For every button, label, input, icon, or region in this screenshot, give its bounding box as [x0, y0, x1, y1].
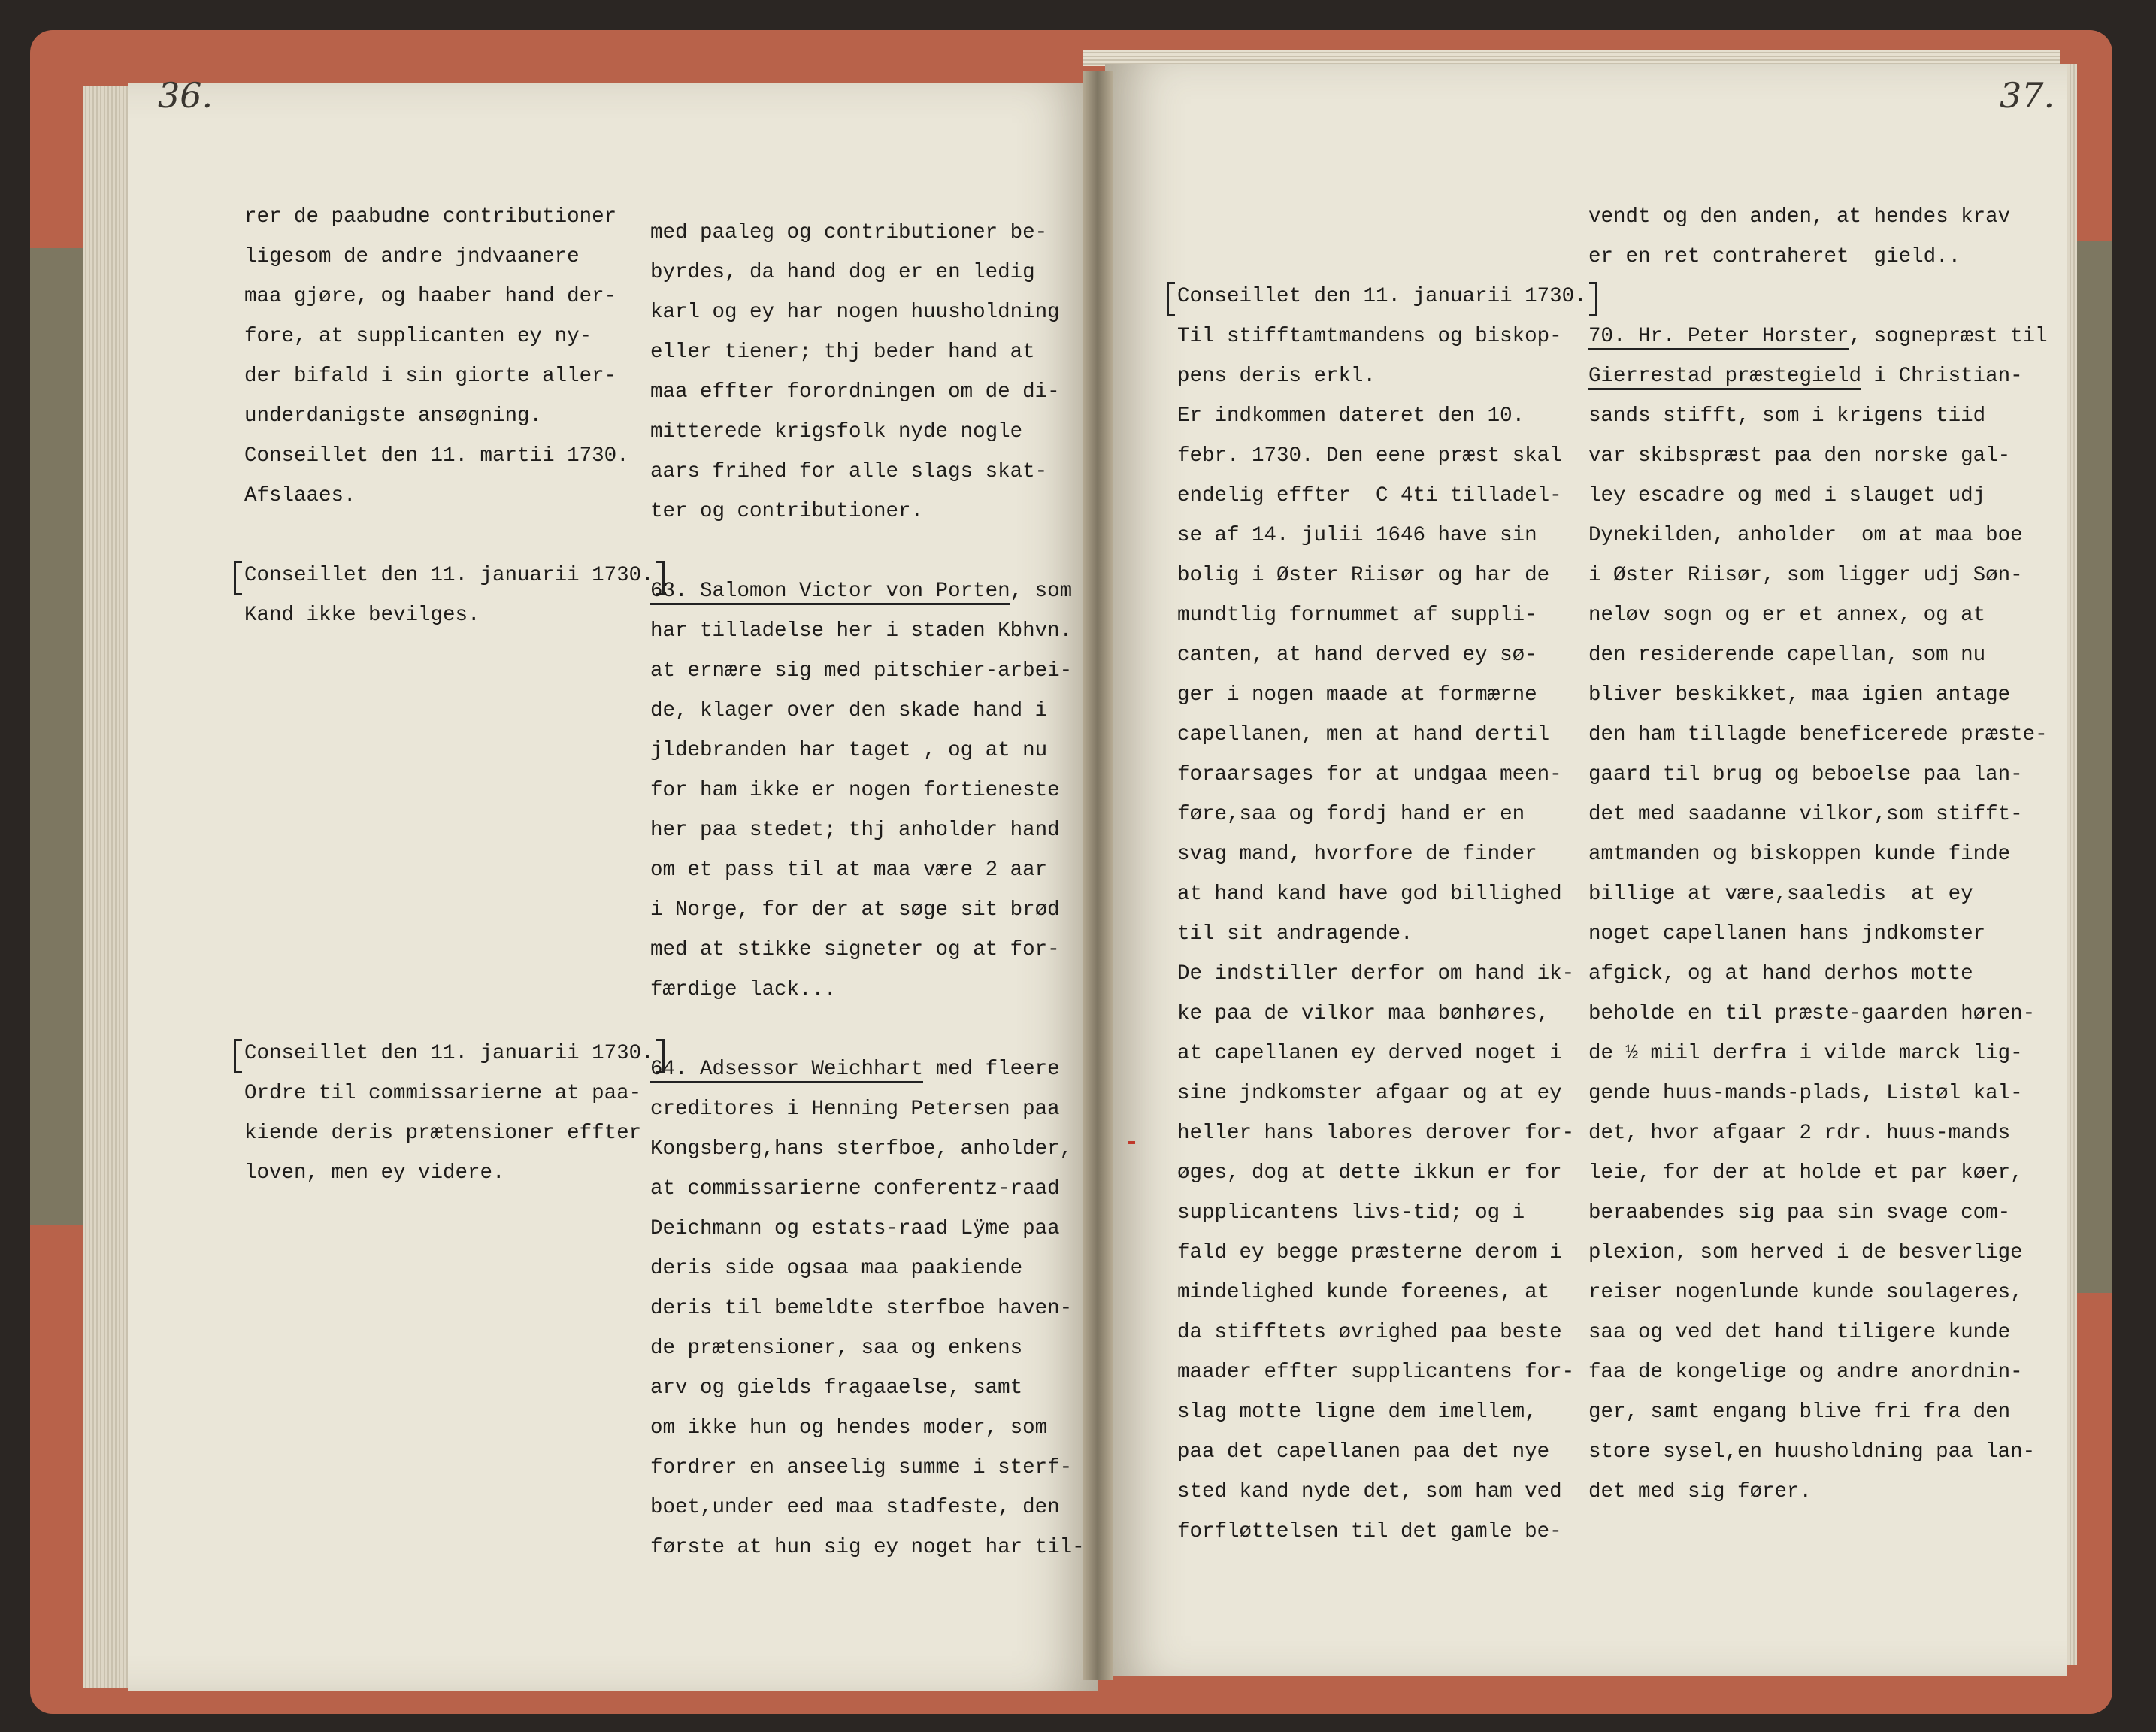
text-line: ger, samt engang blive fri fra den — [1588, 1400, 2011, 1424]
text-line: at capellanen ey derved noget i — [1177, 1042, 1562, 1065]
text-line: det, hvor afgaar 2 rdr. huus-mands — [1588, 1122, 2011, 1145]
text-line: karl og ey har nogen huusholdning — [650, 301, 1060, 324]
text-line: ger i nogen maade at formærne — [1177, 683, 1537, 707]
text-line: fordrer en anseelig summe i sterf- — [650, 1456, 1073, 1479]
right-column-1 — [1177, 197, 1587, 1552]
text-line: forfløttelsen til det gamle be- — [1177, 1520, 1562, 1543]
text-line: Ordre til commissarierne at paa- — [244, 1082, 642, 1105]
text-line: Dynekilden, anholder om at maa boe — [1588, 524, 2023, 547]
text-line — [244, 715, 654, 755]
text-line — [1177, 197, 1587, 237]
text-line: den residerende capellan, som nu — [1588, 643, 1986, 667]
text-line: maa gjøre, og haaber hand der- — [244, 285, 617, 308]
text-line: Afslaaes. — [244, 484, 356, 507]
text-line — [1177, 237, 1587, 277]
text-line: eller tiener; thj beder hand at — [650, 341, 1035, 364]
text-line: om et pass til at maa være 2 aar — [650, 858, 1048, 882]
text-line: canten, at hand derved ey sø- — [1177, 643, 1537, 667]
text-line: der bifald i sin giorte aller- — [244, 365, 617, 388]
text-line: faa de kongelige og andre anordnin- — [1588, 1361, 2023, 1384]
text-line: Kand ikke bevilges. — [244, 604, 480, 627]
text-line: maa effter forordningen om de di- — [650, 380, 1060, 404]
text-line: Conseillet den 11. martii 1730. — [244, 444, 629, 468]
text-line — [244, 755, 654, 795]
text-line: Deichmann og estats-raad Lÿme paa — [650, 1217, 1060, 1240]
text-line: paa det capellanen paa det nye — [1177, 1440, 1550, 1464]
text-line: 70. Hr. Peter Horster, sognepræst til — [1588, 316, 2048, 356]
text-line: neløv sogn og er et annex, og at — [1588, 604, 1986, 627]
text-line: øges, dog at dette ikkun er for — [1177, 1161, 1562, 1185]
text-line — [244, 954, 654, 994]
text-line: endelig effter C 4ti tilladel- — [1177, 484, 1562, 507]
text-line: capellanen, men at hand dertil — [1177, 723, 1550, 746]
text-line: foraarsages for at undgaa meen- — [1177, 763, 1562, 786]
text-line: den ham tillagde beneficerede præste- — [1588, 723, 2048, 746]
entry-heading: 70. Hr. Peter Horster — [1588, 325, 1849, 350]
text-line: mitterede krigsfolk nyde nogle — [650, 420, 1023, 444]
text-line: mundtlig fornummet af suppli- — [1177, 604, 1537, 627]
text-line: da stifftets øvrighed paa beste — [1177, 1321, 1562, 1344]
text-line: at commissarierne conferentz-raad — [650, 1177, 1060, 1201]
text-line: slag motte ligne dem imellem, — [1177, 1400, 1537, 1424]
text-line: byrdes, da hand dog er en ledig — [650, 261, 1035, 284]
text-line — [244, 635, 654, 675]
text-line: at hand kand have god billighed — [1177, 883, 1562, 906]
text-line: i Norge, for der at søge sit brød — [650, 898, 1060, 922]
text-line: med at stikke signeter og at for- — [650, 938, 1060, 961]
text-line: Kongsberg,hans sterfboe, anholder, — [650, 1137, 1073, 1161]
text-line: store sysel,en huusholdning paa lan- — [1588, 1440, 2036, 1464]
text-line: ter og contributioner. — [650, 500, 924, 523]
text-line: Conseillet den 11. januarii 1730. — [244, 556, 654, 595]
text-line: det med sig fører. — [1588, 1480, 1812, 1503]
text-line — [1588, 277, 2048, 316]
text-line: de, klager over den skade hand i — [650, 699, 1048, 722]
text-line: arv og gields fragaaelse, samt — [650, 1376, 1023, 1400]
text-line: vendt og den anden, at hendes krav — [1588, 205, 2011, 229]
text-line: fore, at supplicanten ey ny- — [244, 325, 592, 348]
text-line: boet,under eed maa stadfeste, den — [650, 1496, 1060, 1519]
text-line: beraabendes sig paa sin svage com- — [1588, 1201, 2011, 1225]
text-line: gaard til brug og beboelse paa lan- — [1588, 763, 2023, 786]
page-number-right: 37. — [2000, 75, 2055, 116]
text-line: kiende deris prætensioner effter — [244, 1122, 642, 1145]
text-line: at ernære sig med pitschier-arbei- — [650, 659, 1073, 683]
text-line: om ikke hun og hendes moder, som — [650, 1416, 1048, 1440]
text-line: afgick, og at hand derhos motte — [1588, 962, 1973, 986]
red-ink-mark — [1128, 1141, 1135, 1144]
entry-heading: 64. Adsessor Weichhart — [650, 1058, 923, 1083]
text-line — [244, 834, 654, 874]
text-line: 63. Salomon Victor von Porten, som — [650, 571, 1085, 611]
text-line: plexion, som herved i de besverlige — [1588, 1241, 2023, 1264]
text-line: bliver beskikket, maa igien antage — [1588, 683, 2011, 707]
text-line: noget capellanen hans jndkomster — [1588, 922, 1986, 946]
text-line — [244, 795, 654, 834]
text-line: mindelighed kunde foreenes, at — [1177, 1281, 1550, 1304]
text-line: for ham ikke er nogen fortieneste — [650, 779, 1060, 802]
text-line: billige at være,saaledis at ey — [1588, 883, 1973, 906]
text-line: creditores i Henning Petersen paa — [650, 1098, 1060, 1121]
text-line: med paaleg og contributioner be- — [650, 221, 1048, 244]
text-line: sine jndkomster afgaar og at ey — [1177, 1082, 1562, 1105]
text-line: rer de paabudne contributioner — [244, 205, 617, 229]
text-line: ke paa de vilkor maa bønhøres, — [1177, 1002, 1550, 1025]
text-line: færdige lack... — [650, 978, 837, 1001]
text-line: supplicantens livs-tid; og i — [1177, 1201, 1525, 1225]
text-line: Gierrestad præstegield i Christian- — [1588, 356, 2048, 396]
text-line: de prætensioner, saa og enkens — [650, 1337, 1023, 1360]
text-line — [244, 516, 654, 556]
text-line: heller hans labores derover for- — [1177, 1122, 1575, 1145]
left-column-1 — [244, 197, 654, 1193]
text-line: Conseillet den 11. januarii 1730. — [244, 1034, 654, 1073]
text-line: deris side ogsaa maa paakiende — [650, 1257, 1023, 1280]
text-line: de ½ miil derfra i vilde marck lig- — [1588, 1042, 2023, 1065]
text-line — [244, 874, 654, 914]
text-line: deris til bemeldte sterfboe haven- — [650, 1297, 1073, 1320]
text-line: svag mand, hvorfore de finder — [1177, 843, 1537, 866]
text-line — [650, 531, 1085, 571]
text-line: sands stifft, som i krigens tiid — [1588, 404, 1986, 428]
text-line: se af 14. julii 1646 have sin — [1177, 524, 1537, 547]
text-line: loven, men ey videre. — [244, 1161, 505, 1185]
text-line: saa og ved det hand tiligere kunde — [1588, 1321, 2011, 1344]
entry-heading: Gierrestad præstegield — [1588, 365, 1861, 390]
text-line: til sit andragende. — [1177, 922, 1413, 946]
text-line: første at hun sig ey noget har til- — [650, 1536, 1085, 1559]
page-number-left: 36. — [158, 75, 213, 116]
text-line: underdanigste ansøgning. — [244, 404, 543, 428]
text-line: jldebranden har taget , og at nu — [650, 739, 1048, 762]
text-line: ley escadre og med i slauget udj — [1588, 484, 1986, 507]
text-line: har tilladelse her i staden Kbhvn. — [650, 619, 1073, 643]
text-line: Conseillet den 11. januarii 1730. — [1177, 277, 1587, 316]
text-line: 64. Adsessor Weichhart med fleere — [650, 1049, 1085, 1089]
text-line — [650, 1010, 1085, 1049]
text-line: maader effter supplicantens for- — [1177, 1361, 1575, 1384]
text-line — [244, 994, 654, 1034]
text-line: De indstiller derfor om hand ik- — [1177, 962, 1575, 986]
text-line: sted kand nyde det, som ham ved — [1177, 1480, 1562, 1503]
book-gutter — [1083, 71, 1113, 1680]
text-line: her paa stedet; thj anholder hand — [650, 819, 1060, 842]
page-edges — [83, 86, 129, 1688]
text-line: beholde en til præste-gaarden høren- — [1588, 1002, 2036, 1025]
text-line: er en ret contraheret gield.. — [1588, 245, 1961, 268]
right-column-2 — [1588, 197, 2048, 1512]
text-line — [244, 914, 654, 954]
text-line: aars frihed for alle slags skat- — [650, 460, 1048, 483]
text-line: gende huus-mands-plads, Listøl kal- — [1588, 1082, 2023, 1105]
text-line: Til stifftamtmandens og biskop- — [1177, 325, 1562, 348]
text-line: fald ey begge præsterne derom i — [1177, 1241, 1562, 1264]
text-line: føre,saa og fordj hand er en — [1177, 803, 1525, 826]
text-line — [244, 675, 654, 715]
text-line: amtmanden og biskoppen kunde finde — [1588, 843, 2011, 866]
text-line: reiser nogenlunde kunde soulageres, — [1588, 1281, 2023, 1304]
text-line: det med saadanne vilkor,som stifft- — [1588, 803, 2023, 826]
text-line: var skibspræst paa den norske gal- — [1588, 444, 2011, 468]
text-line: bolig i Øster Riisør og har de — [1177, 564, 1550, 587]
text-line: i Øster Riisør, som ligger udj Søn- — [1588, 564, 2023, 587]
left-column-2 — [650, 213, 1085, 1567]
text-line: Er indkommen dateret den 10. — [1177, 404, 1525, 428]
text-line: ligesom de andre jndvaanere — [244, 245, 580, 268]
text-line: leie, for der at holde et par køer, — [1588, 1161, 2023, 1185]
entry-heading: 63. Salomon Victor von Porten — [650, 580, 1010, 605]
text-line: pens deris erkl. — [1177, 365, 1376, 388]
text-line: febr. 1730. Den eene præst skal — [1177, 444, 1562, 468]
